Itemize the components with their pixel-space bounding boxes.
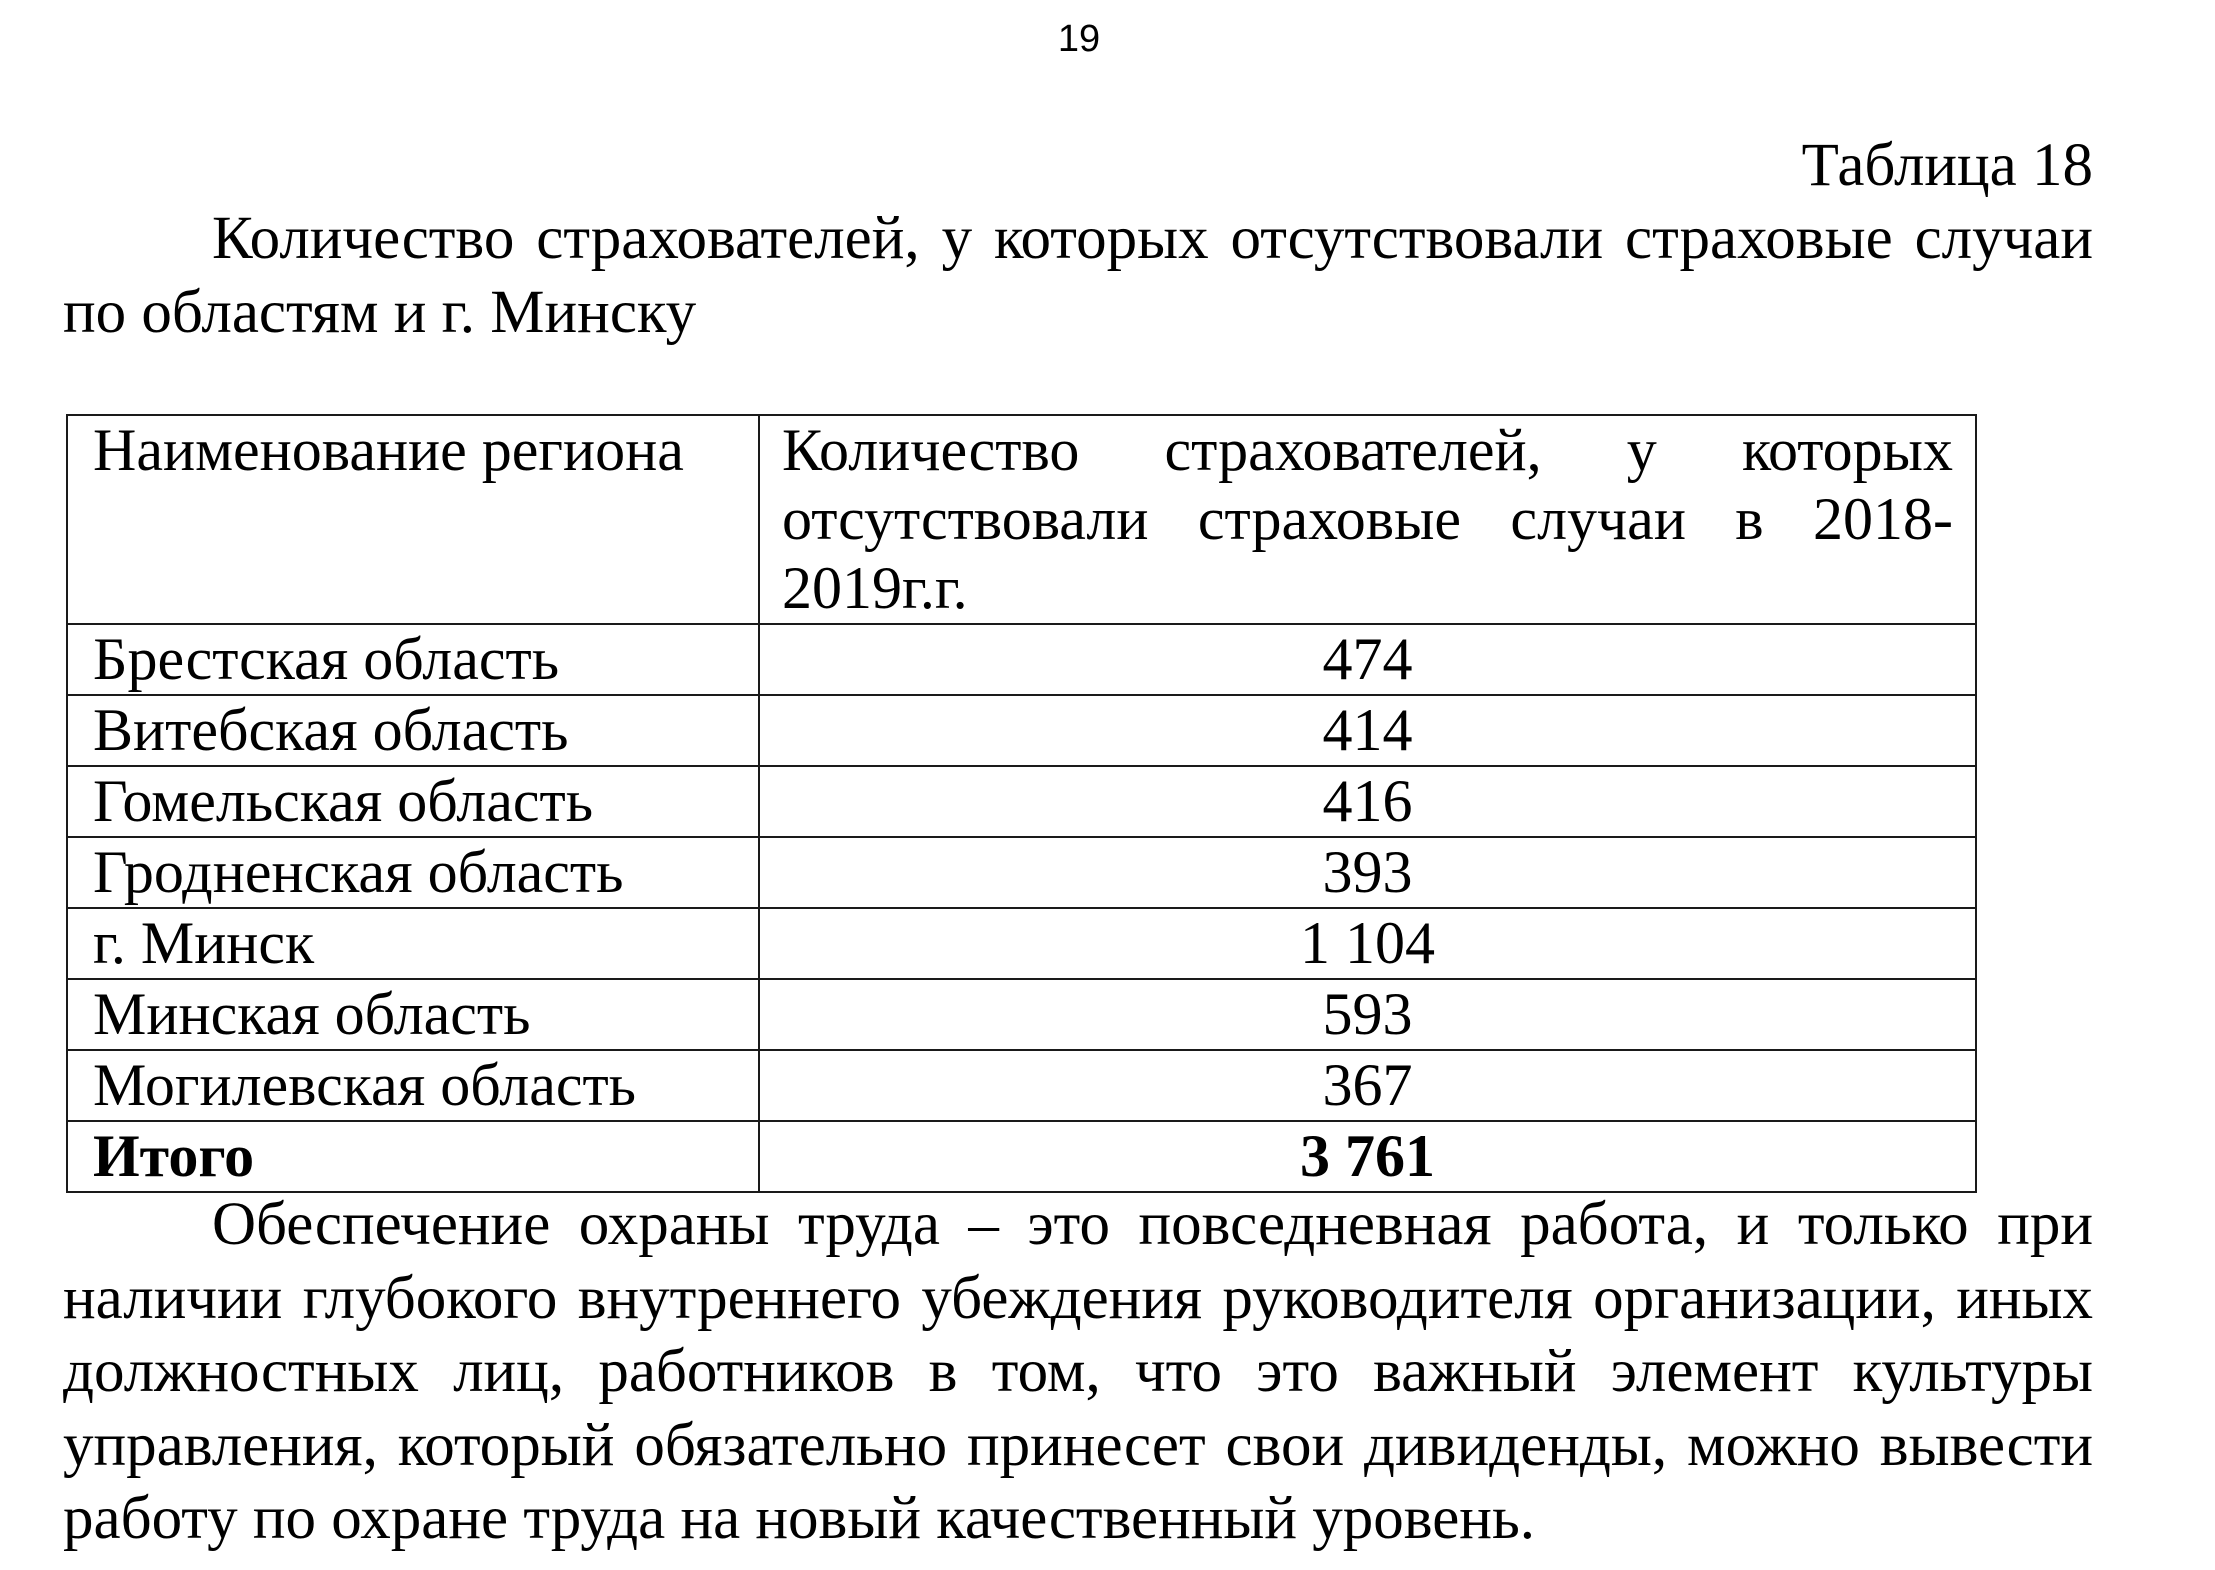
table-row [67,695,1976,766]
region-value: 367 [759,1050,1976,1121]
region-name: Брестская область [67,624,759,695]
header-region: Наименование региона [67,415,759,624]
table-row [67,624,1976,695]
table-row [67,837,1976,908]
region-name: Минская область [67,979,759,1050]
table-header-row [67,415,1976,624]
region-value: 393 [759,837,1976,908]
region-value: 414 [759,695,1976,766]
region-name: Гомельская область [67,766,759,837]
table-label: Таблица 18 [1801,132,2093,199]
regions-table [66,414,1977,1193]
region-value: 1 104 [759,908,1976,979]
region-name: Витебская область [67,695,759,766]
region-name: г. Минск [67,908,759,979]
region-value: 416 [759,766,1976,837]
table-row [67,908,1976,979]
header-count: Количество страхователей, у которых отсутствовали страховые случаи в 2018-2019г.г. [759,415,1976,624]
region-name: Гродненская область [67,837,759,908]
total-value: 3 761 [759,1121,1976,1192]
table-caption: Количество страхователей, у которых отсутствовали страховые случаи по областям и г. Минску [63,205,2093,346]
table-row [67,766,1976,837]
total-label: Итого [67,1121,759,1192]
table-row [67,979,1976,1050]
region-name: Могилевская область [67,1050,759,1121]
region-value: 474 [759,624,1976,695]
page-number: 19 [1057,18,1101,60]
total-row [67,1121,1976,1192]
region-value: 593 [759,979,1976,1050]
body-paragraph: Обеспечение охраны труда – это повседневная работа, и только при наличии глубокого внутреннего убеждения руководителя организации, иных должностных лиц, работников в том, что это важный элемент культуры управления, который обязательно принесет свои дивиденды, можно вывести работу по охране труда на новый качественный уровень. [63,1191,2093,1552]
table-row [67,1050,1976,1121]
